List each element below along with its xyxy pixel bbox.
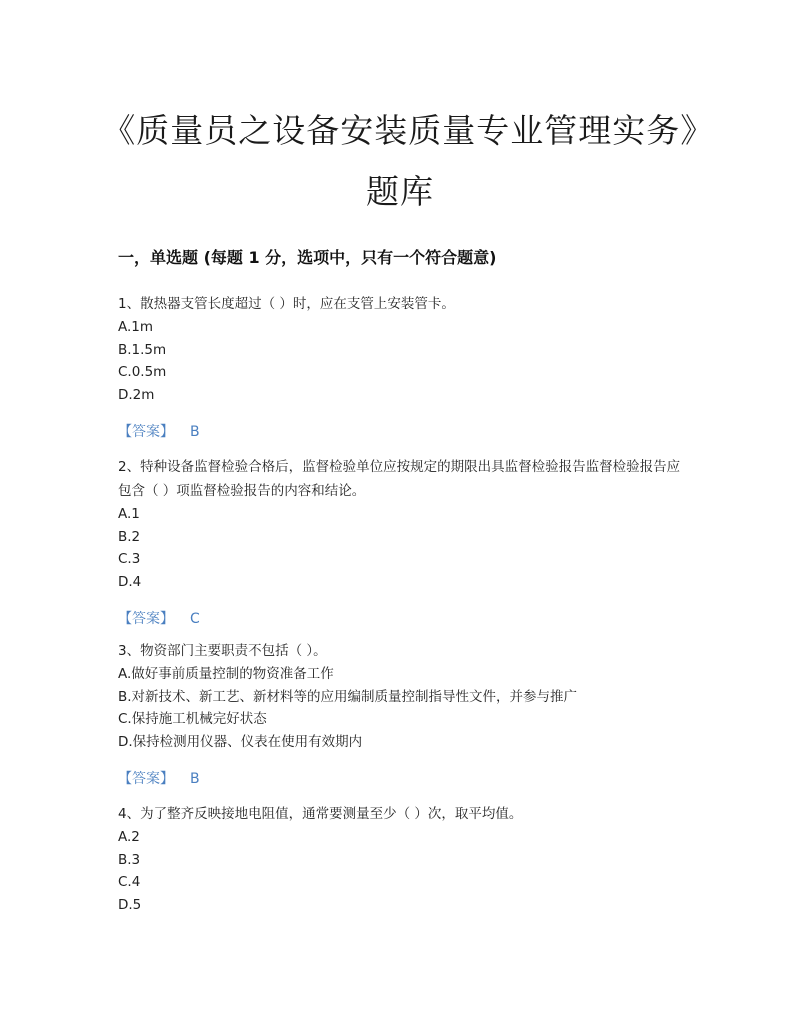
question-stem: 2、特种设备监督检验合格后，监督检验单位应按规定的期限出具监督检验报告监督检验报告应包含（ ）项监督检验报告的内容和结论。 — [118, 459, 681, 499]
option-b: B.3 — [118, 851, 141, 868]
option-d: D.4 — [118, 573, 142, 590]
answer-line — [118, 767, 688, 791]
option-c: C.0.5m — [118, 364, 167, 380]
question-2 — [118, 455, 688, 631]
question-3 — [118, 639, 688, 791]
answer-label: 【答案】 — [118, 771, 174, 787]
option-d: D.保持检测用仪器、仪表在使用有效期内 — [118, 733, 363, 750]
option-a: A.2 — [118, 829, 140, 845]
answer-label: 【答案】 — [118, 424, 174, 440]
option-d: D.5 — [118, 896, 142, 913]
option-c: C.4 — [118, 874, 141, 890]
answer-value: B — [190, 771, 200, 787]
option-d: D.2m — [118, 386, 155, 403]
question-4 — [118, 802, 688, 916]
option-b: B.1.5m — [118, 341, 167, 358]
answer-label: 【答案】 — [118, 611, 174, 627]
answer-value: B — [190, 424, 200, 440]
answer-value: C — [190, 611, 200, 627]
question-stem: 1、散热器支管长度超过（ ）时，应在支管上安装管卡。 — [118, 296, 455, 312]
option-a: A.1m — [118, 319, 154, 335]
option-b: B.2 — [118, 528, 141, 545]
option-a: A.做好事前质量控制的物资准备工作 — [118, 666, 334, 682]
option-a: A.1 — [118, 506, 140, 522]
section-heading: 一，单选题 (每题 1 分，选项中，只有一个符合题意) — [118, 248, 497, 267]
option-c: C.保持施工机械完好状态 — [118, 711, 267, 727]
question-stem: 3、物资部门主要职责不包括（ ）。 — [118, 643, 327, 659]
question-stem: 4、为了整齐反映接地电阻值，通常要测量至少（ ）次，取平均值。 — [118, 806, 523, 822]
question-1 — [118, 292, 688, 444]
option-c: C.3 — [118, 551, 141, 567]
document-title: 《质量员之设备安装质量专业管理实务》题库 — [102, 111, 698, 211]
answer-line — [118, 420, 688, 444]
answer-line — [118, 607, 688, 631]
option-b: B.对新技术、新工艺、新材料等的应用编制质量控制指导性文件，并参与推广 — [118, 688, 578, 705]
